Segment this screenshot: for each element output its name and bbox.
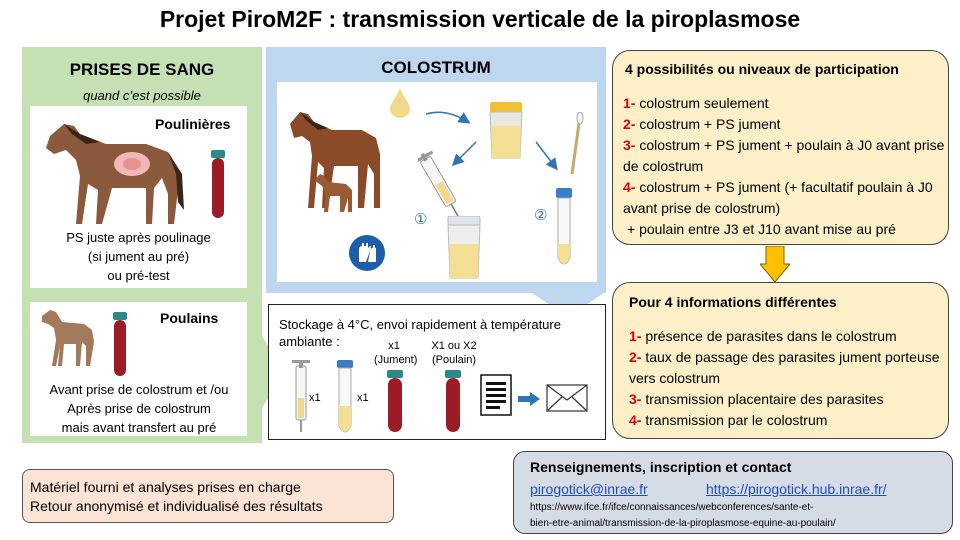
gloves-safety-icon [348,234,386,272]
blood-tube-icon [208,150,228,220]
website-link[interactable]: https://pirogotick.hub.inrae.fr/ [706,481,887,497]
foals-line-3: mais avant transfert au pré [61,420,217,435]
page-title: Projet PiroM2F : transmission verticale de la piroplasmose [159,6,801,32]
foals-text [34,380,244,437]
foals-line-2: Après prise de colostrum [67,401,211,416]
foal-tube-quantity: X1 ou X2 [431,340,477,352]
mares-line-2: (si jument au pré) [87,249,190,264]
mare-and-foal-illustration [284,104,384,214]
participation-levels-list [623,93,945,240]
list-item: 1- colostrum seulement [623,95,769,111]
list-item: 1- présence de parasites dans le colostrum [629,328,897,344]
arrow-down-icon [760,246,790,282]
blood-tube-icon [110,312,130,378]
email-link[interactable]: pirogotick@inrae.fr [530,481,648,497]
foal-tube-label [424,339,484,367]
mare-illustration [36,114,186,226]
step-2-marker: ② [534,207,548,224]
list-item: 4- colostrum + PS jument (+ facultatif poulain à J0 avant prise de colostrum) [623,179,933,216]
mares-line-3: ou pré-test [107,268,170,283]
material-text [30,478,323,516]
material-line-2: Retour anonymisé et individualisé des résultats [30,498,323,514]
list-item: 2- colostrum + PS jument [623,116,781,132]
mares-heading: Poulinières [155,116,231,132]
blood-samples-subtitle: quand c’est possible [83,88,201,103]
foals-heading: Poulains [160,310,219,326]
colostrum-title: COLOSTRUM [381,58,491,77]
material-line-1: Matériel fourni et analyses prises en charge [30,479,301,495]
mare-tube-quantity: x1 [388,340,400,352]
arrow-right-icon [518,392,540,406]
collection-cup-icon [446,216,482,280]
mare-tube-caption: (Jument) [374,354,418,366]
url-line-1: https://www.ifce.fr/ifce/connaissances/webconferences/sante-et- [530,502,814,513]
url-line-2: bien-etre-animal/transmission-de-la-piroplasmose-equine-au-poulain/ [530,518,836,529]
blood-tube-icon [444,370,462,434]
list-item: 2- taux de passage des parasites jument porteuse vers colostrum [629,349,940,386]
foals-line-1: Avant prise de colostrum et /ou [49,382,229,397]
sample-tube-icon [554,188,574,270]
step-1-marker: ① [414,211,428,228]
webconference-url[interactable] [530,500,945,532]
sample-tube-icon [336,360,354,436]
participation-levels-title: 4 possibilités ou niveaux de participation [625,61,899,77]
document-icon [480,374,512,416]
mare-tube-label [374,339,418,367]
swab-icon [566,112,586,176]
contact-title: Renseignements, inscription et contact [530,459,792,475]
tube-quantity: x1 [357,392,369,404]
blood-samples-title: PRISES DE SANG [69,60,215,79]
mares-text [36,228,241,285]
list-item: 4- transmission par le colostrum [629,412,828,428]
information-list [629,326,947,431]
foal-illustration [38,306,100,368]
envelope-icon [546,384,588,412]
foal-tube-caption: (Poulain) [431,354,477,366]
list-item-extra: + poulain entre J3 et J10 avant mise au pré [627,221,896,237]
information-title: Pour 4 informations différentes [629,294,837,310]
list-item: 3- colostrum + PS jument + poulain à J0 avant prise de colostrum [623,137,945,174]
collection-cup-icon [486,102,526,160]
list-item: 3- transmission placentaire des parasites [629,391,884,407]
mares-line-1: PS juste après poulinage [66,230,211,245]
blood-tube-icon [386,370,404,434]
storage-instructions: Stockage à 4°C, envoi rapidement à température ambiante : [279,317,561,349]
syringe-quantity: x1 [309,392,321,404]
